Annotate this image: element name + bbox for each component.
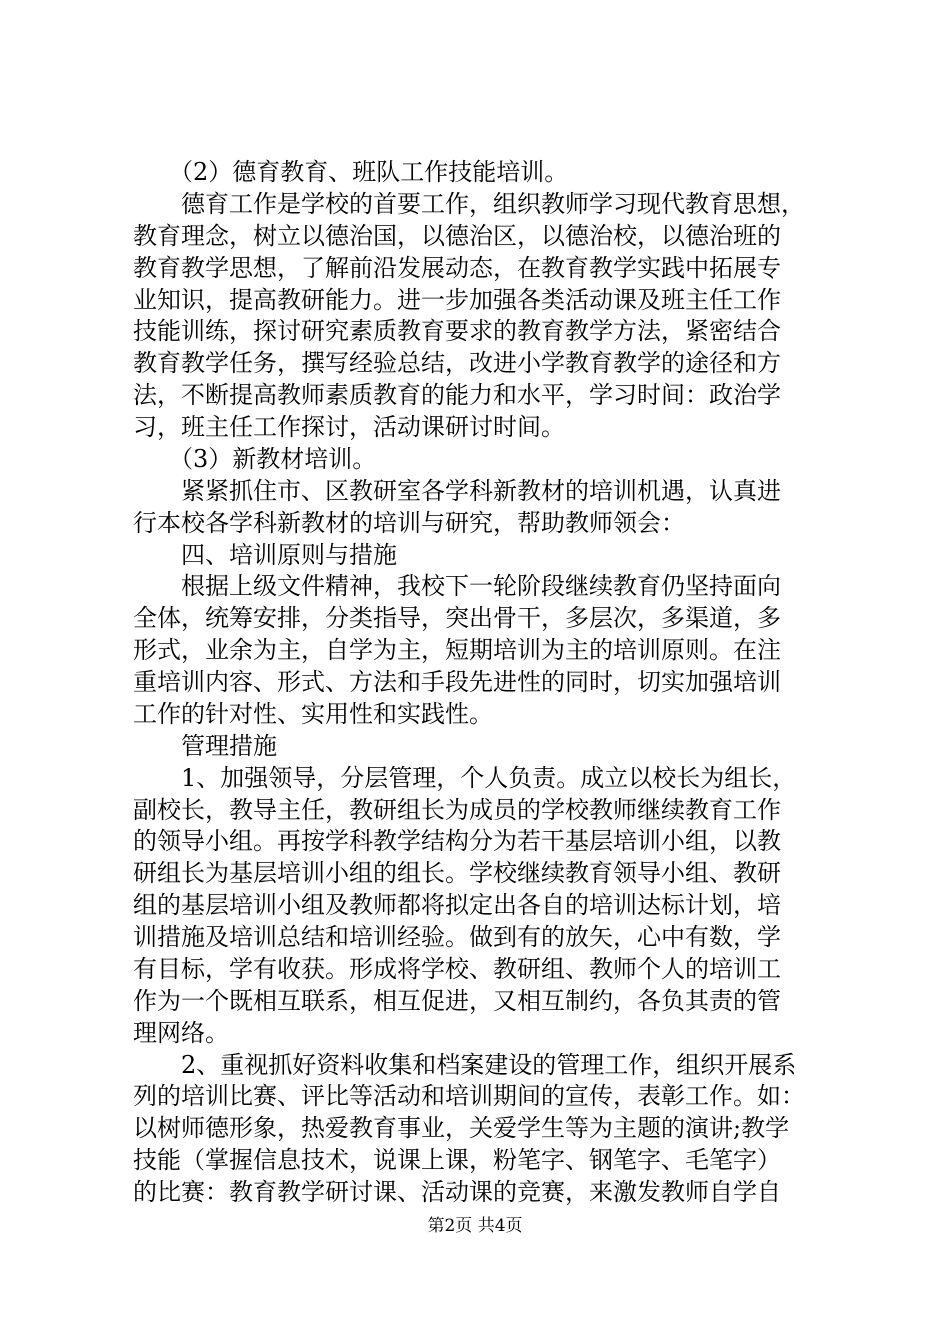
text-line: 根据上级文件精神，我校下一轮阶段继续教育仍坚持面向 bbox=[133, 572, 781, 600]
text-line: 全体，统筹安排，分类指导，突出骨干，多层次，多渠道，多 bbox=[133, 604, 781, 632]
text-line: 训措施及培训总结和培训经验。做到有的放矢，心中有数，学 bbox=[133, 923, 781, 951]
text-line: 的比赛：教育教学研讨课、活动课的竞赛，来激发教师自学自 bbox=[133, 1178, 781, 1206]
text-line: 技能训练，探讨研究素质教育要求的教育教学方法，紧密结合 bbox=[133, 317, 781, 345]
page-footer: 第2页 共4页 bbox=[427, 1216, 523, 1236]
text-line: 法，不断提高教师素质教育的能力和水平，学习时间：政治学 bbox=[133, 381, 781, 409]
text-line: 教育理念，树立以德治国，以德治区，以德治校，以德治班的 bbox=[133, 222, 781, 250]
text-line: 工作的针对性、实用性和实践性。 bbox=[133, 700, 493, 728]
text-line: 教育教学任务，撰写经验总结，改进小学教育教学的途径和方 bbox=[133, 349, 781, 377]
text-line: 习，班主任工作探讨，活动课研讨时间。 bbox=[133, 413, 565, 441]
text-line: 列的培训比赛、评比等活动和培训期间的宣传，表彰工作。如： bbox=[133, 1082, 805, 1110]
text-line: 1、加强领导，分层管理，个人负责。成立以校长为组长， bbox=[133, 764, 797, 792]
text-line: 理网络。 bbox=[133, 1019, 229, 1047]
text-line: 德育工作是学校的首要工作，组织教师学习现代教育思想， bbox=[133, 190, 805, 218]
text-line: 重培训内容、形式、方法和手段先进性的同时，切实加强培训 bbox=[133, 668, 781, 696]
text-line: 以树师德形象，热爱教育事业，关爱学生等为主题的演讲;教学 bbox=[133, 1114, 790, 1142]
text-line: 的领导小组。再按学科教学结构分为若干基层培训小组，以教 bbox=[133, 827, 781, 855]
text-line: 作为一个既相互联系，相互促进，又相互制约，各负其责的管 bbox=[133, 987, 781, 1015]
text-line: （2）德育教育、班队工作技能培训。 bbox=[133, 158, 569, 186]
text-line: 形式，业余为主，自学为主，短期培训为主的培训原则。在注 bbox=[133, 636, 781, 664]
text-line: 组的基层培训小组及教师都将拟定出各自的培训达标计划，培 bbox=[133, 891, 781, 919]
text-line: 紧紧抓住市、区教研室各学科新教材的培训机遇，认真进 bbox=[133, 477, 781, 505]
section-heading: 四、培训原则与措施 bbox=[133, 541, 397, 569]
text-line: 教育教学思想，了解前沿发展动态，在教育教学实践中拓展专 bbox=[133, 254, 781, 282]
text-line: 业知识，提高教研能力。进一步加强各类活动课及班主任工作 bbox=[133, 286, 781, 314]
text-line: （3）新教材培训。 bbox=[133, 445, 377, 473]
text-line: 研组长为基层培训小组的组长。学校继续教育领导小组、教研 bbox=[133, 859, 781, 887]
text-line: 2、重视抓好资料收集和档案建设的管理工作，组织开展系 bbox=[133, 1051, 797, 1079]
text-line: 副校长，教导主任，教研组长为成员的学校教师继续教育工作 bbox=[133, 796, 781, 824]
text-line: 行本校各学科新教材的培训与研究，帮助教师领会： bbox=[133, 509, 685, 537]
text-line: 有目标，学有收获。形成将学校、教研组、教师个人的培训工 bbox=[133, 955, 781, 983]
section-heading: 管理措施 bbox=[133, 732, 277, 760]
text-line: 技能（掌握信息技术，说课上课，粉笔字、钢笔字、毛笔字） bbox=[133, 1146, 781, 1174]
